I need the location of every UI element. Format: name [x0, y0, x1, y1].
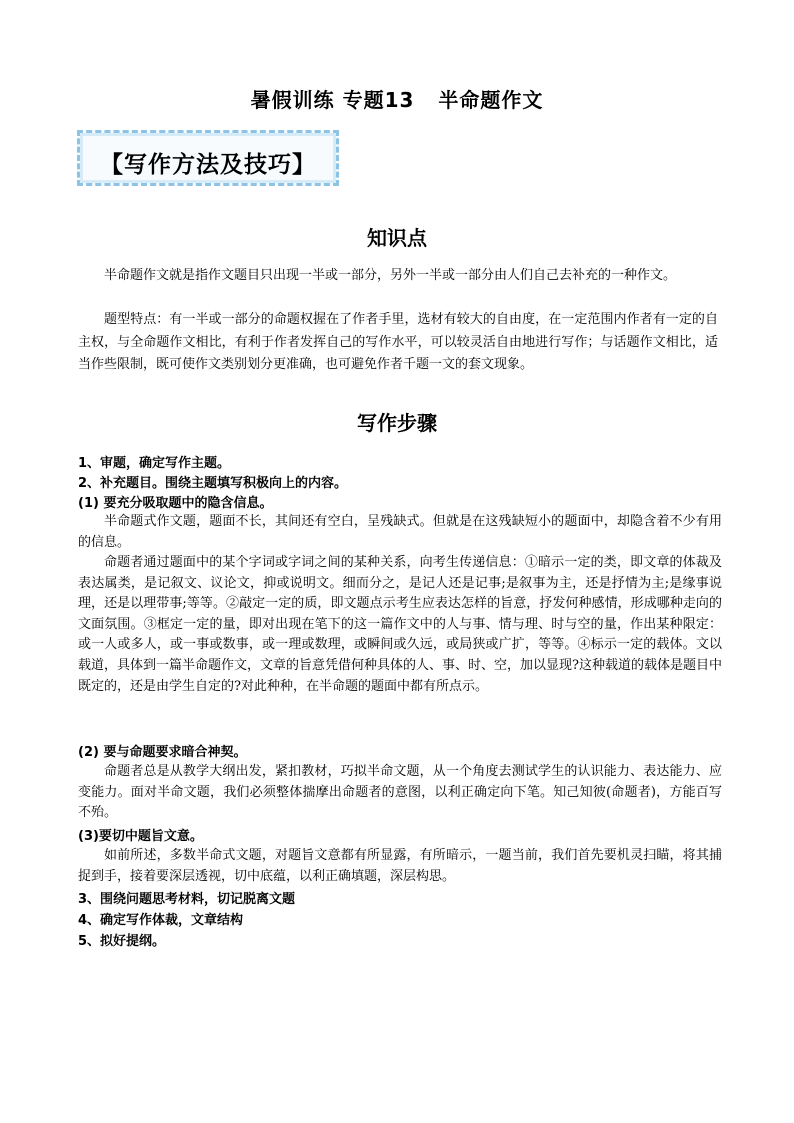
knowledge-paragraph-features: 题型特点：有一半或一部分的命题权握在了作者手里，选材有较大的自由度，在一定范围内作者有一定的自主权，与全命题作文相比，有利于作者发挥自己的写作水平，可以较灵活自由地进行写作；与话题作文相比，适当作些限制，既可使作文类别划分更准确，也可避免作者千题一文的套文现象。 — [78, 312, 718, 373]
step-1: 1、审题，确定写作主题。 — [78, 456, 231, 471]
method-banner-label: 【写作方法及技巧】 — [100, 152, 316, 178]
step-2-sub-1-paragraph-1: 半命题式作文题，题面不长，其间还有空白，呈残缺式。但就是在这残缺短小的题面中，却隐含着不少有用的信息。 — [78, 514, 722, 550]
step-2-sub-1-paragraph-2: 命题者通过题面中的某个字词或字词之间的某种关系，向考生传递信息：①暗示一定的类，即文章的体裁及表达属类，是记叙文、议论文，抑或说明文。细而分之，是记人还是记事;是叙事为主，还是抒情为主;是缘事说理，还是以理带事;等等。②敲定一定的质，即文题点示考生应表达怎样的旨意，抒发何种感情，形成哪种走向的文面氛围。③框定一定的量，即对出现在笔下的这一篇作文中的人与事、情与理、时与空的量，作出某种限定：或一人或多人，或一事或数事，或一理或数理，或瞬间或久远，或局狭或广扩，等等。④标示一定的载体。文以载道，具体到一篇半命题作文，文章的旨意凭借何种具体的人、事、时、空，加以显现?这种载道的载体是题目中既定的，还是由学生自定的?对此种种，在半命题的题面中都有所点示。 — [78, 555, 722, 694]
step-2-sub-1: (1) 要充分吸取题中的隐含信息。 — [78, 496, 273, 511]
step-4: 4、确定写作体裁，文章结构 — [78, 913, 244, 928]
step-2-sub-2: (2) 要与命题要求暗合神契。 — [78, 745, 247, 760]
knowledge-paragraph-definition: 半命题作文就是指作文题目只出现一半或一部分，另外一半或一部分由人们自己去补充的一种作文。 — [104, 268, 677, 283]
step-5: 5、拟好提纲。 — [78, 934, 166, 949]
knowledge-heading: 知识点 — [367, 226, 427, 250]
step-2-sub-2-paragraph: 命题者总是从教学大纲出发，紧扣教材，巧拟半命文题，从一个角度去测试学生的认识能力、表达能力、应变能力。面对半命文题，我们必须整体揣摩出命题者的意图，以利正确定向下笔。知己知彼(命题者)，方能百写不殆。 — [78, 764, 722, 821]
document-title: 暑假训练 专题13 半命题作文 — [250, 88, 544, 112]
method-banner — [77, 130, 339, 186]
step-2-sub-3-paragraph: 如前所述，多数半命式文题，对题旨文意都有所显露，有所暗示，一题当前，我们首先要机灵扫瞄，将其捕捉到手，接着要深层透视，切中底蕴，以利正确填题，深层构思。 — [78, 848, 722, 884]
step-3: 3、围绕问题思考材料，切记脱离文题 — [78, 892, 296, 907]
steps-heading: 写作步骤 — [357, 411, 437, 435]
step-2: 2、补充题目。围绕主题填写积极向上的内容。 — [78, 476, 348, 491]
step-2-sub-3: (3)要切中题旨文意。 — [78, 829, 203, 844]
